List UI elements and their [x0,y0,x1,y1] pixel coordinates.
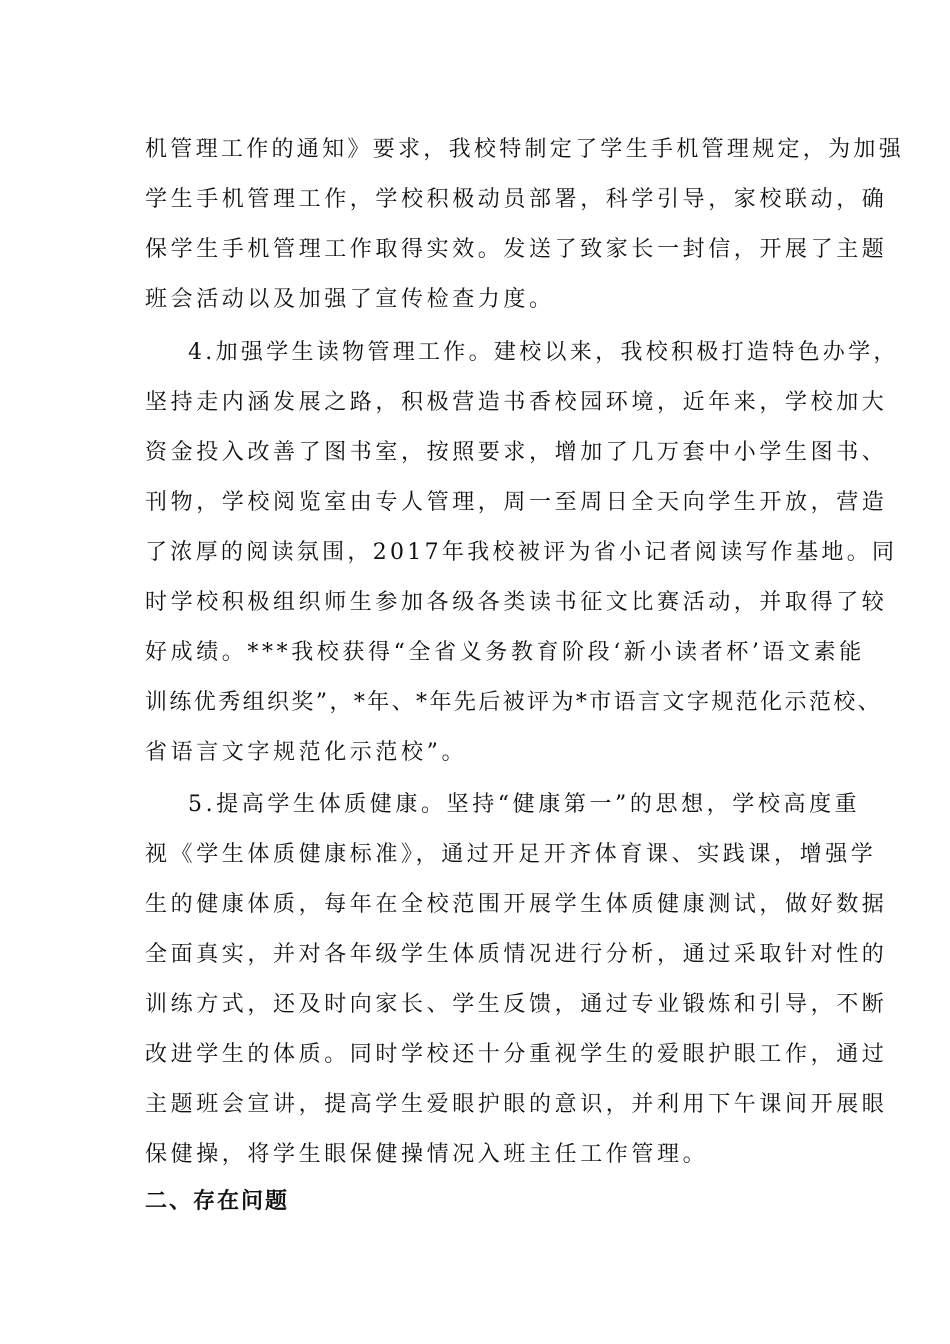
text-line: 资金投入改善了图书室，按照要求，增加了几万套中小学生图书、 [145,440,888,465]
text-line: 训练优秀组织奖”，*年、*年先后被评为*市语言文字规范化示范校、 [145,690,883,715]
section-heading: 二、存在问题 [145,1188,290,1214]
text-line: 坚持走内涵发展之路，积极营造书香校园环境，近年来，学校加大 [145,390,888,415]
text-line: 5.提高学生体质健康。坚持“健康第一”的思想，学校高度重 [188,792,861,817]
text-line: 保健操，将学生眼保健操情况入班主任工作管理。 [145,1142,709,1167]
text-line: 时学校积极组织师生参加各级各类读书征文比赛活动，并取得了较 [145,590,888,615]
text-line: 保学生手机管理工作取得实效。发送了致家长一封信，开展了主题 [145,237,888,262]
text-line: 生的健康体质，每年在全校范围开展学生体质健康测试，做好数据 [145,892,888,917]
text-line: 4.加强学生读物管理工作。建校以来，我校积极打造特色办学， [188,340,899,365]
text-line: 视《学生体质健康标准》，通过开足开齐体育课、实践课，增强学 [145,842,877,867]
text-line: 班会活动以及加强了宣传检查力度。 [145,287,555,312]
text-line: 改进学生的体质。同时学校还十分重视学生的爱眼护眼工作，通过 [145,1042,888,1067]
text-line: 了浓厚的阅读氛围，2017年我校被评为省小记者阅读写作基地。同 [145,540,898,565]
text-line: 好成绩。***我校获得“全省义务教育阶段‘新小读者杯’语文素能 [145,640,865,665]
text-line: 全面真实，并对各年级学生体质情况进行分析，通过采取针对性的 [145,942,888,967]
text-line: 主题班会宣讲，提高学生爱眼护眼的意识，并利用下午课间开展眼 [145,1092,888,1117]
text-line: 刊物，学校阅览室由专人管理，周一至周日全天向学生开放，营造 [145,490,888,515]
text-line: 机管理工作的通知》要求，我校特制定了学生手机管理规定，为加强 [145,137,905,162]
text-line: 省语言文字规范化示范校”。 [145,740,468,765]
text-line: 训练方式，还及时向家长、学生反馈，通过专业锻炼和引导，不断 [145,992,888,1017]
text-line: 学生手机管理工作，学校积极动员部署，科学引导，家校联动，确 [145,187,888,212]
